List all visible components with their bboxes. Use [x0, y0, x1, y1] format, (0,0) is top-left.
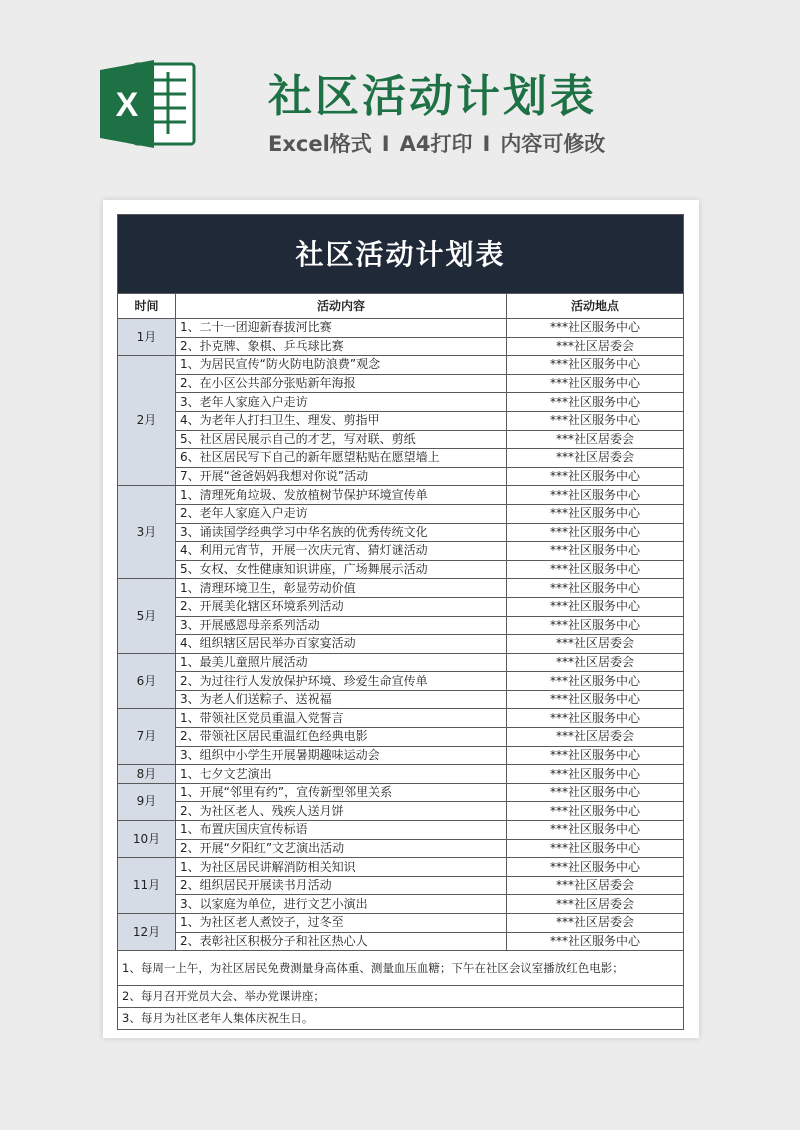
activity-cell: 2、组织居民开展读书月活动	[176, 876, 507, 895]
activity-cell: 1、二十一团迎新春拔河比赛	[176, 319, 507, 338]
table-row	[118, 709, 684, 728]
table-row	[118, 579, 684, 598]
activity-cell: 4、组织辖区居民举办百家宴活动	[176, 635, 507, 654]
table-row	[118, 690, 684, 709]
activity-cell: 1、七夕文艺演出	[176, 765, 507, 784]
activity-cell: 3、老年人家庭入户走访	[176, 393, 507, 412]
activity-cell: 2、为过往行人发放保护环境、珍爱生命宣传单	[176, 672, 507, 691]
subtitle-editable: 内容可修改	[500, 132, 606, 156]
location-cell: ***社区服务中心	[507, 672, 684, 691]
location-cell: ***社区服务中心	[507, 597, 684, 616]
location-cell: ***社区居委会	[507, 337, 684, 356]
month-cell: 7月	[118, 709, 176, 765]
table-row	[118, 821, 684, 840]
location-cell: ***社区服务中心	[507, 802, 684, 821]
table-row	[118, 802, 684, 821]
activity-cell: 1、带领社区党员重温入党誓言	[176, 709, 507, 728]
location-cell: ***社区居委会	[507, 449, 684, 468]
table-title: 社区活动计划表	[118, 215, 684, 294]
activity-cell: 1、布置庆国庆宣传标语	[176, 821, 507, 840]
location-cell: ***社区服务中心	[507, 374, 684, 393]
table-row	[118, 914, 684, 933]
activity-cell: 4、为老年人打扫卫生、理发、剪指甲	[176, 411, 507, 430]
location-cell: ***社区服务中心	[507, 821, 684, 840]
table-row	[118, 746, 684, 765]
activity-cell: 1、最美儿童照片展活动	[176, 653, 507, 672]
table-row	[118, 728, 684, 747]
table-row	[118, 430, 684, 449]
column-header-location: 活动地点	[507, 294, 684, 319]
location-cell: ***社区服务中心	[507, 542, 684, 561]
month-cell: 12月	[118, 914, 176, 951]
month-cell: 11月	[118, 858, 176, 914]
location-cell: ***社区服务中心	[507, 783, 684, 802]
activity-cell: 1、清理死角垃圾、发放植树节保护环境宣传单	[176, 486, 507, 505]
table-row	[118, 504, 684, 523]
table-row	[118, 449, 684, 468]
location-cell: ***社区服务中心	[507, 523, 684, 542]
column-header-time: 时间	[118, 294, 176, 319]
month-cell: 2月	[118, 356, 176, 486]
activity-cell: 1、为居民宣传“防火防电防浪费”观念	[176, 356, 507, 375]
activity-table	[117, 214, 684, 1030]
location-cell: ***社区服务中心	[507, 709, 684, 728]
location-cell: ***社区居委会	[507, 430, 684, 449]
activity-cell: 2、老年人家庭入户走访	[176, 504, 507, 523]
location-cell: ***社区服务中心	[507, 932, 684, 951]
note-row	[118, 986, 684, 1008]
month-cell: 9月	[118, 783, 176, 820]
location-cell: ***社区服务中心	[507, 393, 684, 412]
table-row	[118, 523, 684, 542]
table-row	[118, 895, 684, 914]
subtitle-format: Excel格式	[268, 132, 372, 156]
note-text: 2、每月召开党员大会、举办党课讲座；	[118, 986, 684, 1008]
table-row	[118, 356, 684, 375]
activity-cell: 4、利用元宵节，开展一次庆元宵、猜灯谜活动	[176, 542, 507, 561]
table-row	[118, 783, 684, 802]
location-cell: ***社区居委会	[507, 914, 684, 933]
activity-cell: 3、为老人们送粽子、送祝福	[176, 690, 507, 709]
table-row	[118, 672, 684, 691]
table-row	[118, 858, 684, 877]
activity-cell: 1、为社区居民讲解消防相关知识	[176, 858, 507, 877]
activity-cell: 2、开展“夕阳红”文艺演出活动	[176, 839, 507, 858]
location-cell: ***社区服务中心	[507, 356, 684, 375]
table-row	[118, 393, 684, 412]
month-cell: 1月	[118, 319, 176, 356]
activity-cell: 6、社区居民写下自己的新年愿望粘贴在愿望墙上	[176, 449, 507, 468]
activity-cell: 2、表彰社区积极分子和社区热心人	[176, 932, 507, 951]
activity-cell: 1、清理环境卫生，彰显劳动价值	[176, 579, 507, 598]
subtitle-print: A4打印	[399, 132, 473, 156]
location-cell: ***社区服务中心	[507, 560, 684, 579]
activity-cell: 3、组织中小学生开展暑期趣味运动会	[176, 746, 507, 765]
table-row	[118, 319, 684, 338]
page-subtitle	[268, 128, 605, 158]
month-cell: 6月	[118, 653, 176, 709]
activity-cell: 3、诵读国学经典学习中华名族的优秀传统文化	[176, 523, 507, 542]
activity-cell: 1、开展“邻里有约”，宣传新型邻里关系	[176, 783, 507, 802]
location-cell: ***社区居委会	[507, 876, 684, 895]
table-row	[118, 486, 684, 505]
location-cell: ***社区服务中心	[507, 504, 684, 523]
location-cell: ***社区服务中心	[507, 746, 684, 765]
location-cell: ***社区居委会	[507, 728, 684, 747]
table-row	[118, 411, 684, 430]
month-cell: 5月	[118, 579, 176, 653]
table-header-row	[118, 294, 684, 319]
table-row	[118, 597, 684, 616]
table-row	[118, 932, 684, 951]
location-cell: ***社区服务中心	[507, 486, 684, 505]
activity-cell: 3、以家庭为单位，进行文艺小演出	[176, 895, 507, 914]
month-cell: 10月	[118, 821, 176, 858]
location-cell: ***社区居委会	[507, 635, 684, 654]
column-header-activity: 活动内容	[176, 294, 507, 319]
table-row	[118, 616, 684, 635]
location-cell: ***社区服务中心	[507, 690, 684, 709]
note-row	[118, 951, 684, 986]
table-row	[118, 839, 684, 858]
note-text: 3、每月为社区老年人集体庆祝生日。	[118, 1008, 684, 1030]
note-text: 1、每周一上午，为社区居民免费测量身高体重、测量血压血糖；下午在社区会议室播放红色电影；	[118, 951, 684, 986]
activity-cell: 3、开展感恩母亲系列活动	[176, 616, 507, 635]
table-row	[118, 653, 684, 672]
location-cell: ***社区服务中心	[507, 579, 684, 598]
activity-cell: 2、带领社区居民重温红色经典电影	[176, 728, 507, 747]
location-cell: ***社区服务中心	[507, 765, 684, 784]
table-row	[118, 876, 684, 895]
table-row	[118, 560, 684, 579]
subtitle-separator: I	[482, 132, 491, 156]
activity-cell: 2、在小区公共部分张贴新年海报	[176, 374, 507, 393]
location-cell: ***社区居委会	[507, 653, 684, 672]
activity-cell: 1、为社区老人煮饺子，过冬至	[176, 914, 507, 933]
table-row	[118, 337, 684, 356]
activity-cell: 5、女权、女性健康知识讲座，广场舞展示活动	[176, 560, 507, 579]
logo-letter: X	[115, 86, 139, 124]
location-cell: ***社区服务中心	[507, 858, 684, 877]
activity-cell: 2、扑克牌、象棋、乒乓球比赛	[176, 337, 507, 356]
location-cell: ***社区服务中心	[507, 319, 684, 338]
location-cell: ***社区服务中心	[507, 616, 684, 635]
note-row	[118, 1008, 684, 1030]
excel-logo-icon	[98, 58, 198, 150]
activity-cell: 2、开展美化辖区环境系列活动	[176, 597, 507, 616]
activity-cell: 7、开展“爸爸妈妈我想对你说”活动	[176, 467, 507, 486]
table-row	[118, 542, 684, 561]
location-cell: ***社区服务中心	[507, 467, 684, 486]
month-cell: 3月	[118, 486, 176, 579]
month-cell: 8月	[118, 765, 176, 784]
table-row	[118, 635, 684, 654]
table-row	[118, 467, 684, 486]
location-cell: ***社区服务中心	[507, 839, 684, 858]
activity-cell: 5、社区居民展示自己的才艺，写对联、剪纸	[176, 430, 507, 449]
page-title: 社区活动计划表	[268, 71, 597, 122]
table-row	[118, 765, 684, 784]
subtitle-separator: I	[381, 132, 390, 156]
table-row	[118, 374, 684, 393]
location-cell: ***社区居委会	[507, 895, 684, 914]
location-cell: ***社区服务中心	[507, 411, 684, 430]
activity-cell: 2、为社区老人、残疾人送月饼	[176, 802, 507, 821]
